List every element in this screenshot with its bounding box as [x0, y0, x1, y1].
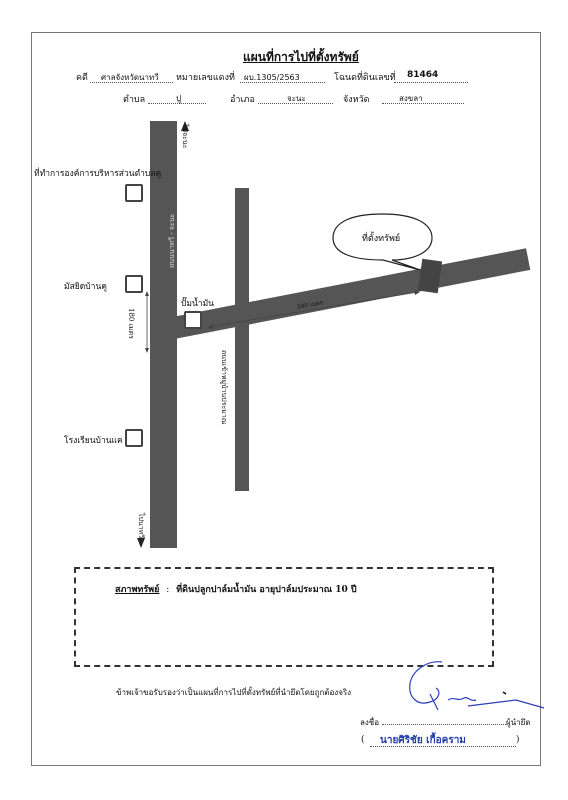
- place-sao-box: [125, 184, 143, 202]
- case-label: คดี: [76, 73, 88, 83]
- place-sao-label: ที่ทำการองค์การบริหารส่วนตำบลคู: [34, 169, 162, 179]
- property-label: ที่ตั้งทรัพย์: [362, 234, 401, 244]
- property-marker: [418, 259, 442, 293]
- dist-right-arrow-right-icon: [414, 290, 420, 295]
- arrow-down-icon: [137, 538, 145, 548]
- direction-top-label: ไปจะนะ: [181, 124, 189, 149]
- condition-label: สภาพทรัพย์: [115, 585, 160, 595]
- dist-left-label: 180 เมตร: [127, 308, 135, 339]
- dist-right-line: [209, 292, 418, 327]
- dist-left-arrow-bottom-icon: [145, 348, 149, 353]
- dist-right-arrow-left-icon: [207, 324, 213, 329]
- district-value: จะนะ: [287, 94, 306, 103]
- sign-underline: [382, 724, 506, 725]
- district-label: อำเภอ: [230, 95, 255, 105]
- deed-label: โฉนดที่ดินเลขที่: [334, 73, 396, 83]
- place-mosque-box: [125, 275, 143, 293]
- place-mosque-label: มัสยิดบ้านคู: [64, 282, 107, 292]
- province-label: จังหวัด: [343, 95, 370, 105]
- dist-left-arrow-top-icon: [145, 291, 149, 296]
- condition-line: [115, 582, 357, 596]
- close-paren: ): [516, 735, 520, 745]
- direction-bottom-label: ไปนาทวี: [137, 513, 145, 539]
- place-school-box: [125, 429, 143, 447]
- case-no-value: ผบ.1305/2563: [244, 73, 300, 82]
- certification-text: ข้าพเจ้าขอรับรองว่าเป็นแผนที่การไปที่ตั้งทรัพย์ที่นำยึดโดยถูกต้องจริง: [116, 688, 352, 697]
- deed-value: 81464: [407, 70, 439, 80]
- condition-text: ที่ดินปลูกปาล์มน้ำมัน อายุปาล์มประมาณ 10 ปี: [176, 585, 357, 595]
- place-gas-box: [184, 311, 202, 329]
- province-value: สงขลา: [399, 94, 423, 103]
- main-road-label: ถนนนาทวี - จะนะ: [168, 213, 176, 268]
- place-school-label: โรงเรียนบ้านแค: [64, 436, 123, 446]
- subdistrict-label: ตำบล: [123, 95, 146, 105]
- sign-role: ผู้นำยึด: [506, 718, 531, 727]
- dist-right-label: 500 เมตร: [296, 299, 324, 311]
- case-value: ศาลจังหวัดนาทวี: [101, 73, 159, 82]
- subdistrict-value: ปู: [176, 94, 182, 103]
- condition-separator: :: [166, 585, 170, 595]
- signature-image: [398, 658, 548, 718]
- case-no-label: หมายเลขแดงที่: [176, 73, 235, 83]
- page-title: แผนที่การไปที่ตั้งทรัพย์: [243, 50, 359, 64]
- open-paren: (: [361, 735, 365, 745]
- signer-name: นายศิริชัย เกื้อคราม: [380, 735, 466, 746]
- place-gas-label: ปั๊มน้ำมัน: [181, 299, 214, 309]
- sign-label: ลงชื่อ: [360, 718, 380, 727]
- side-road-label: ถนนเข้าหมู่บ้านประมาณ: [220, 350, 228, 425]
